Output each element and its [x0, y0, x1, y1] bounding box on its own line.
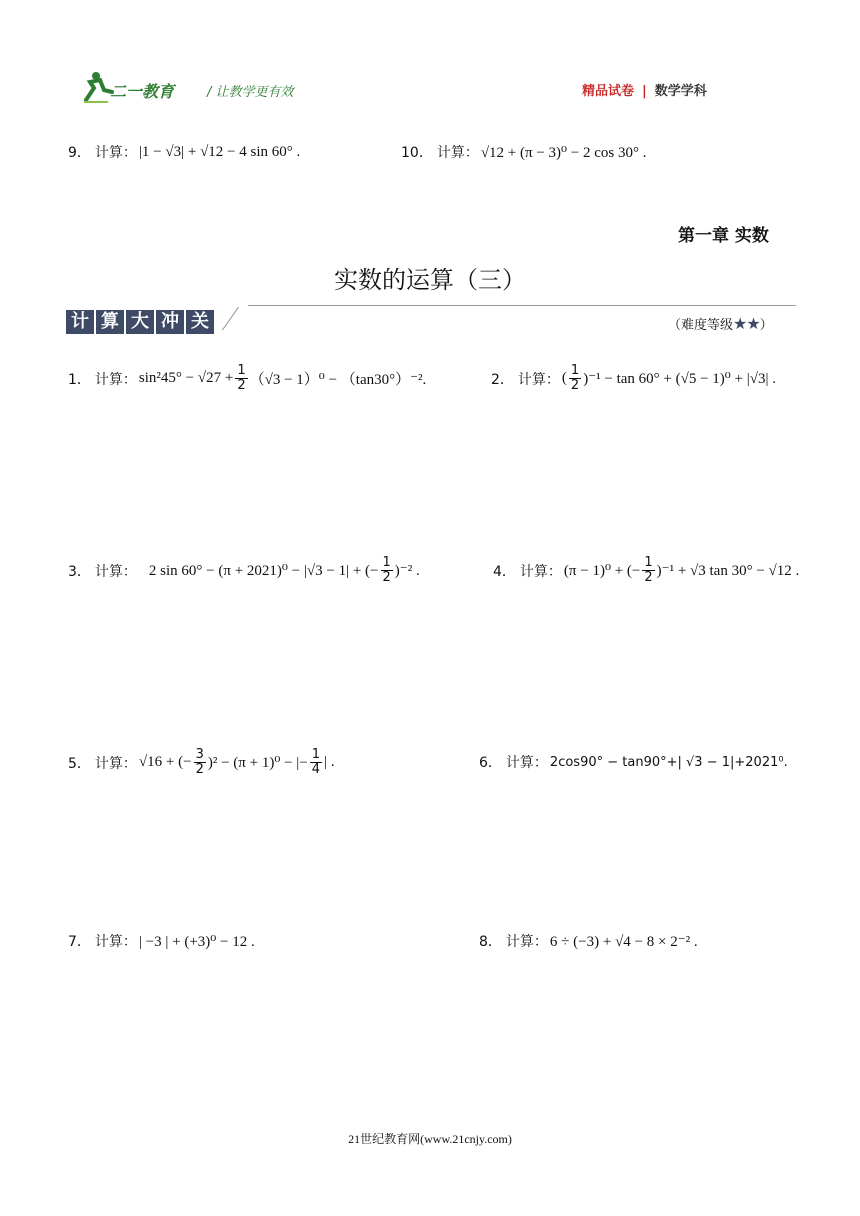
problem-1	[68, 364, 426, 393]
brand-name: 二一教育	[110, 82, 175, 101]
denominator: 2	[195, 762, 204, 777]
numerator: 1	[570, 363, 580, 378]
brand-slogan: / 让教学更有效	[207, 85, 294, 100]
expr-part: 2cos90° − tan90°+| √3 − 1|+2021⁰.	[549, 754, 788, 770]
denominator: 4	[311, 762, 321, 777]
banner-rule	[248, 305, 796, 306]
problem-6	[479, 752, 788, 772]
problem-4	[493, 556, 799, 585]
banner-char: 关	[186, 310, 214, 334]
denominator: 2	[570, 378, 580, 393]
expr-part: 2 sin 60° − (π + 2021)⁰ − |√3 − 1| + (−	[148, 563, 379, 579]
problem-8	[479, 931, 698, 951]
problem-number: 3．	[68, 563, 91, 580]
problem-label: 计算：	[94, 934, 137, 950]
problem-10	[401, 142, 647, 162]
fraction	[381, 556, 393, 585]
problem-expression: √12 + (π − 3)⁰ − 2 cos 30° .	[480, 144, 647, 161]
expr-part: | .	[324, 754, 335, 770]
page-title: 实数的运算（三）	[334, 268, 526, 294]
expr-part: )⁻¹ + √3 tan 30° − √12 .	[656, 563, 800, 579]
problem-number: 10．	[401, 145, 433, 161]
problem-label: 计算：	[505, 755, 548, 771]
difficulty-label: （难度等级	[668, 318, 734, 333]
problem-expression: |1 − √3| + √12 − 4 sin 60° .	[138, 143, 301, 160]
problem-number: 9．	[68, 145, 91, 161]
banner-char: 计	[66, 310, 94, 334]
problem-number: 5．	[68, 755, 91, 772]
problem-3	[68, 556, 420, 585]
problem-label: 计算：	[517, 371, 560, 388]
fraction	[569, 364, 581, 393]
tag-separator: |	[642, 84, 647, 99]
denominator: 2	[644, 570, 653, 585]
section-banner	[66, 310, 214, 334]
page-footer: 21世纪教育网(www.21cnjy.com)	[348, 1132, 512, 1146]
problem-5	[68, 748, 335, 777]
problem-label: 计算：	[94, 371, 137, 388]
banner-char: 大	[126, 310, 154, 334]
problem-number: 4．	[493, 563, 516, 580]
problem-number: 7．	[68, 934, 91, 950]
numerator: 1	[237, 363, 246, 378]
numerator: 1	[311, 747, 321, 762]
numerator: 3	[195, 747, 204, 762]
expr-part: sin²45° − √27 +	[138, 370, 234, 386]
problem-number: 6．	[479, 755, 502, 771]
problem-number: 2．	[491, 371, 514, 388]
denominator: 2	[382, 570, 391, 585]
denominator: 2	[237, 378, 246, 393]
problem-label: 计算：	[505, 934, 548, 950]
fraction	[235, 364, 247, 393]
fraction	[310, 748, 322, 777]
expr-part: √16 + (−	[138, 754, 192, 770]
problem-9	[68, 142, 300, 162]
numerator: 1	[644, 555, 653, 570]
fraction	[642, 556, 654, 585]
expr-part: )⁻¹ − tan 60° + (√5 − 1)⁰ + |√3| .	[583, 371, 776, 387]
fraction	[194, 748, 206, 777]
star-icon: ★★	[733, 314, 760, 333]
difficulty-rating	[668, 314, 773, 333]
tag-subject: 数学学科	[654, 84, 707, 99]
expr-part: )⁻² .	[394, 563, 420, 579]
problem-label: 计算：	[94, 563, 137, 580]
difficulty-close: ）	[759, 318, 773, 333]
header-tags	[582, 80, 707, 99]
chapter-heading: 第一章 实数	[678, 226, 769, 246]
expr-part: | −3 | + (+3)⁰ − 12 .	[138, 933, 255, 950]
expr-part: (	[561, 370, 567, 386]
numerator: 1	[382, 555, 391, 570]
expr-part: )² − (π + 1)⁰ − |−	[207, 755, 308, 771]
problem-label: 计算：	[94, 755, 137, 772]
banner-char: 算	[96, 310, 124, 334]
expr-part: (π − 1)⁰ + (−	[563, 563, 641, 579]
problem-label: 计算：	[436, 145, 479, 161]
expr-part: （√3 − 1）⁰ − （tan30°）⁻².	[249, 372, 427, 388]
problem-7	[68, 931, 255, 951]
problem-label: 计算：	[94, 145, 137, 161]
tag-premium: 精品试卷	[582, 84, 635, 99]
problem-label: 计算：	[519, 563, 562, 580]
problem-2	[491, 364, 776, 393]
banner-slash	[222, 307, 239, 331]
problem-number: 8．	[479, 934, 502, 950]
expr-part: 6 ÷ (−3) + √4 − 8 × 2⁻² .	[549, 933, 698, 950]
problem-number: 1．	[68, 371, 91, 388]
banner-char: 冲	[156, 310, 184, 334]
